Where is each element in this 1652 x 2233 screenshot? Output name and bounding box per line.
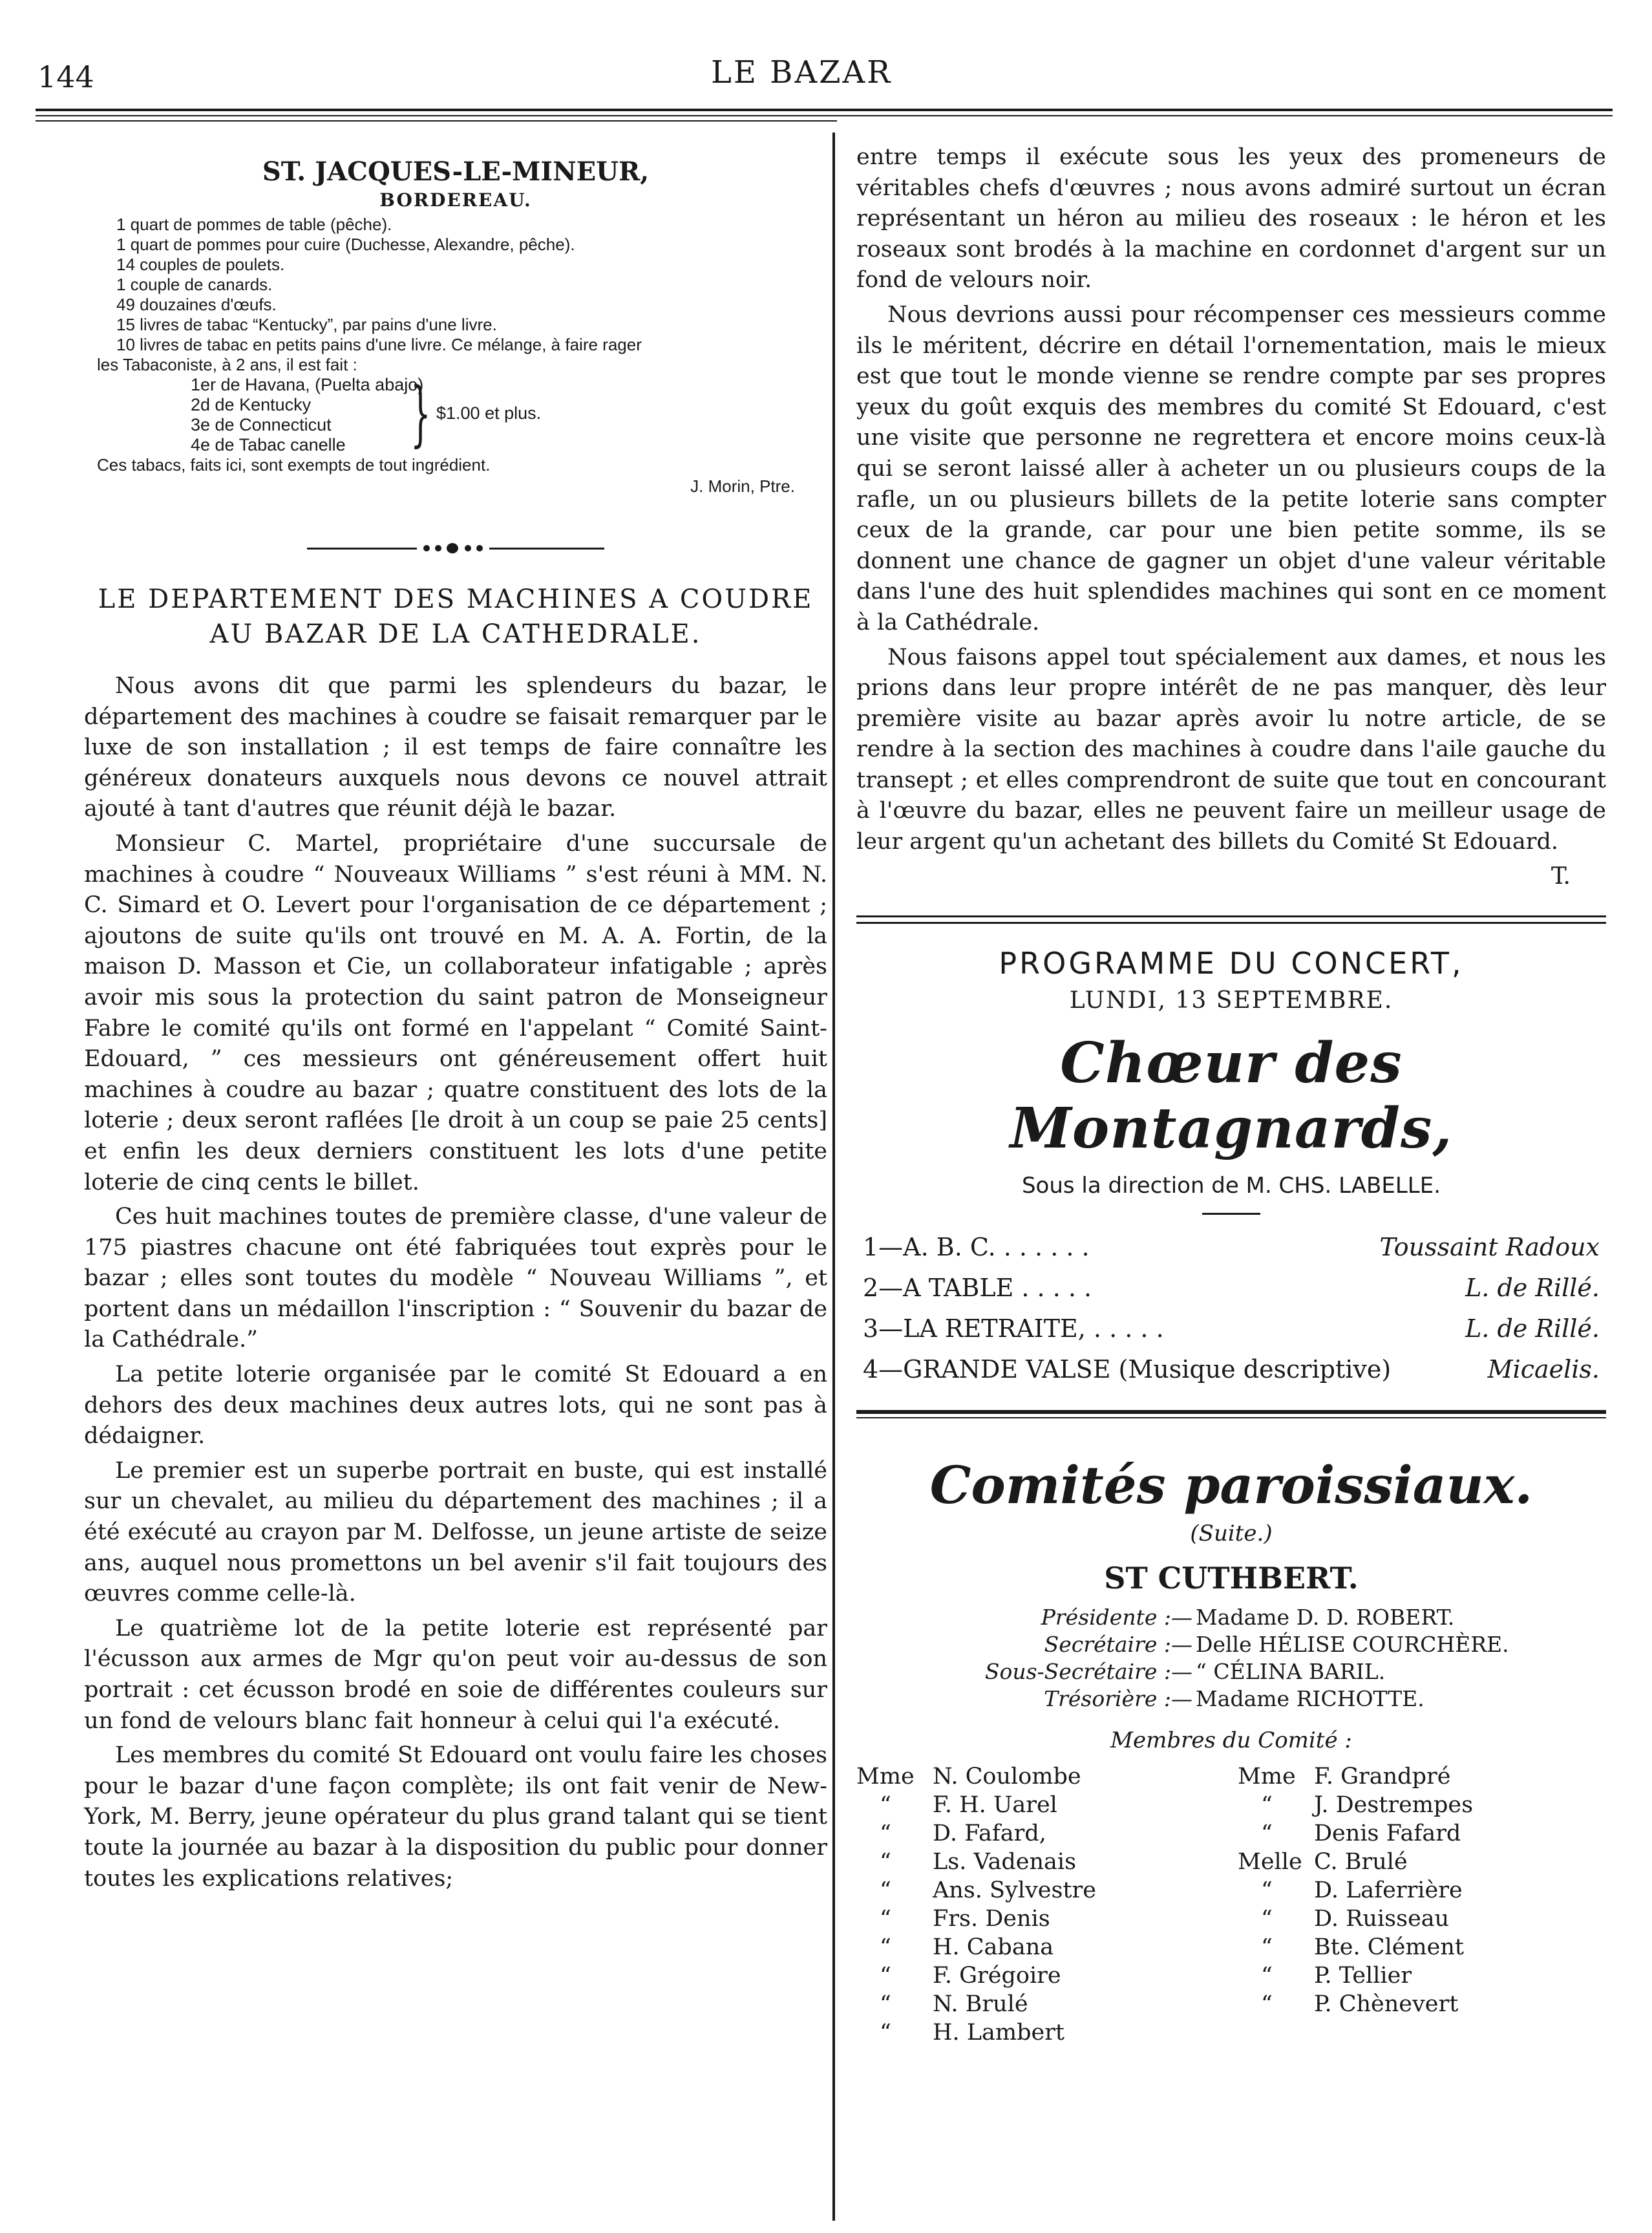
dept-heading-line2: AU BAZAR DE LA CATHEDRALE. — [209, 619, 702, 649]
members-right-column — [1238, 1762, 1473, 2018]
member-row — [856, 1961, 1096, 1990]
officer-name: Delle HÉLISE COURCHÈRE. — [1196, 1631, 1509, 1657]
member-name: D. Laferrière — [1314, 1877, 1463, 1903]
members-columns — [856, 1762, 1606, 2060]
officer-role: Trésorière :— — [1044, 1685, 1192, 1711]
choir-direction: Sous la direction de M. CHS. LABELLE. — [1021, 1172, 1441, 1199]
member-name: Bte. Clément — [1314, 1934, 1464, 1960]
member-row — [1238, 1819, 1473, 1848]
list-item: 1 couple de canards. — [116, 275, 273, 294]
member-prefix: “ — [880, 1848, 891, 1875]
article-paragraph: Les membres du comité St Edouard ont voulu faire les choses pour le bazar d'une façon complète; ils ont fait venir de New-York, M. Berry, jeune opérateur du plus grand talant qui se tient toute la journée au bazar à la disposition du public pour donner toutes les explications relatives; — [84, 1742, 827, 1892]
member-row — [1238, 1876, 1473, 1905]
ornament-divider — [307, 535, 604, 561]
member-prefix: “ — [1261, 1991, 1273, 2017]
member-name: C. Brulé — [1314, 1848, 1408, 1875]
article-paragraph: Nous avons dit que parmi les splendeurs du bazar, le département des machines à coudre se faisait remarquer par le luxe de son installation ; il est temps de faire connaître les généreux donateurs auxquels nous devons ce nouvel attrait ajouté à tant d'autres que réunit déjà le bazar. — [84, 673, 827, 822]
member-row — [856, 1876, 1096, 1905]
program-item-composer: Micaelis. — [1487, 1354, 1600, 1384]
member-prefix: Melle — [1238, 1848, 1302, 1875]
program-item — [856, 1355, 1606, 1396]
program-item-title: 2—A TABLE . . . . . — [863, 1273, 1092, 1302]
program-item-composer: L. de Rillé. — [1465, 1314, 1600, 1343]
member-name: Frs. Denis — [933, 1905, 1050, 1932]
bordereau-list — [97, 215, 827, 375]
tobacco-item: 4e de Tabac canelle — [191, 435, 346, 454]
member-prefix: Mme — [1238, 1763, 1296, 1790]
dept-heading — [84, 582, 827, 652]
member-prefix: “ — [1261, 1962, 1273, 1989]
officer-row — [856, 1659, 1606, 1686]
article-paragraph: Le quatrième lot de la petite loterie est représenté par l'écusson aux armes de Mgr qu'on peut voir au-dessus de son portrait : cet écusson brodé en soie de différentes couleurs sur un fond de velours blanc fait honneur à celui qui l'a exécuté. — [84, 1615, 827, 1734]
tobacco-item: 1er de Havana, (Puelta abajo) — [191, 375, 424, 394]
article-paragraph: Nous devrions aussi pour récompenser ces messieurs comme ils le méritent, décrire en détail l'ornementation, mais le mieux est que tout le monde vienne se rendre compte par ses propres yeux du goût exquis des membres du comité St Edouard, c'est une visite que personne ne regrettera et encore moins ceux-là qui se seront laissé aller à acheter un ou plusieurs coups de la rafle, un ou plusieurs billets de la petite loterie sans compter ceux de la grande, car pour une bien petite somme, ils se donnent une chance de gagner un objet d'une valeur véritable dans l'une des huit splendides machines qui sont en ce moment à la Cathédrale. — [856, 301, 1606, 636]
member-name: Denis Fafard — [1314, 1820, 1461, 1846]
list-item: 1 quart de pommes pour cuire (Duchesse, Alexandre, pêche). — [116, 235, 575, 254]
program-item — [856, 1314, 1606, 1355]
member-row — [856, 1933, 1096, 1961]
program-item — [856, 1274, 1606, 1314]
members-title: Membres du Comité : — [1110, 1727, 1352, 1753]
st-jacques-subtitle: BORDEREAU. — [379, 189, 532, 211]
member-row — [856, 1819, 1096, 1848]
program-item — [856, 1233, 1606, 1274]
member-prefix: “ — [1261, 1905, 1273, 1932]
member-name: F. Grandpré — [1314, 1763, 1451, 1790]
member-row — [856, 1990, 1096, 2018]
officer-name: “ CÉLINA BARIL. — [1196, 1658, 1386, 1684]
member-name: N. Coulombe — [933, 1763, 1081, 1790]
concert-rule — [856, 915, 1606, 924]
members-left-column — [856, 1762, 1096, 2047]
header-rule-bottom — [36, 115, 1613, 116]
program-item-title: 4—GRANDE VALSE (Musique descriptive) — [863, 1354, 1392, 1384]
program-item-title: 3—LA RETRAITE, . . . . . — [863, 1314, 1164, 1343]
dept-heading-line1: LE DEPARTEMENT DES MACHINES A COUDRE — [98, 584, 814, 614]
officer-role: Secrétaire :— — [1044, 1631, 1192, 1657]
officer-row — [856, 1632, 1606, 1659]
member-row — [856, 1848, 1096, 1876]
officer-row — [856, 1686, 1606, 1713]
member-prefix: “ — [880, 1991, 891, 2017]
list-item: 14 couples de poulets. — [116, 255, 285, 274]
member-row — [1238, 1990, 1473, 2018]
tobacco-list — [191, 372, 827, 455]
member-row — [1238, 1961, 1473, 1990]
member-row — [1238, 1762, 1473, 1791]
comites-title: Comités paroissiaux. — [929, 1454, 1533, 1515]
list-item: 49 douzaines d'œufs. — [116, 295, 277, 314]
article-paragraph: La petite loterie organisée par le comité St Edouard a en dehors des deux machines deux autres lots, qui ne sont pas à dédaigner. — [84, 1362, 827, 1449]
member-prefix: Mme — [856, 1763, 915, 1790]
officers-list — [856, 1605, 1606, 1713]
member-name: Ans. Sylvestre — [933, 1877, 1096, 1903]
member-name: J. Destrempes — [1314, 1791, 1474, 1818]
article-paragraph: Ces huit machines toutes de première classe, d'une valeur de 175 piastres chacune ont été fabriquées tout exprès pour le bazar ; elles sont toutes du modèle “ Nouveau Williams ”, et portent dans un médaillon l'inscription : “ Souvenir du bazar de la Cathédrale.” — [84, 1204, 827, 1353]
member-prefix: “ — [880, 1905, 891, 1932]
article-paragraph: Nous faisons appel tout spécialement aux dames, et nous les prions dans leur propre intérêt de ne pas manquer, dès leur première visite au bazar après avoir lu notre article, de se rendre à la section des machines à coudre dans l'aile gauche du transept ; et elles comprendront de suite que tout en concourant à l'œuvre du bazar, elles ne peuvent faire un meilleur usage de leur argent qu'un achetant des billets du Comité St Edouard. — [856, 644, 1606, 855]
officer-row — [856, 1605, 1606, 1632]
article-signature: T. — [1551, 862, 1571, 890]
st-jacques-title: ST. JACQUES-LE-MINEUR, — [262, 156, 650, 187]
comites-rule — [856, 1410, 1606, 1418]
member-prefix: “ — [1261, 1877, 1273, 1903]
member-row — [856, 2018, 1096, 2047]
member-name: Ls. Vadenais — [933, 1848, 1077, 1875]
list-item: 15 livres de tabac “Kentucky”, par pains d'une livre. — [116, 315, 497, 334]
article-paragraph: Monsieur C. Martel, propriétaire d'une succursale de machines à coudre “ Nouveaux Williams ” s'est réuni à MM. N. C. Simard et O. Levert pour l'organisation de ce département ; ajoutons de suite qu'ils ont trouvé en M. A. A. Fortin, de la maison D. Masson et Cie, un collaborateur infatigable ; après avoir mis sous la protection du saint patron de Monseigneur Fabre le comité qu'ils ont formé en l'appelant “ Comité Saint-Edouard, ” ces messieurs ont généreusement offert huit machines à coudre au bazar ; quatre constituent des lots de la loterie ; deux seront raflées [le droit à un coup se paie 25 cents] et enfin les deux derniers constituent les lots d'une petite loterie de cinq cents le billet. — [84, 830, 827, 1195]
list-item: les Tabaconiste, à 2 ans, il est fait : — [97, 355, 357, 374]
member-row — [856, 1762, 1096, 1791]
header-rule-extra — [36, 120, 837, 122]
member-prefix: “ — [1261, 1934, 1273, 1960]
page-number: 144 — [37, 59, 94, 94]
officer-name: Madame RICHOTTE. — [1196, 1685, 1424, 1711]
program-item-title: 1—A. B. C. . . . . . . — [863, 1232, 1090, 1261]
tobacco-item: 2d de Kentucky — [191, 395, 312, 414]
member-name: H. Cabana — [933, 1934, 1054, 1960]
member-row — [856, 1905, 1096, 1933]
newspaper-title: LE BAZAR — [711, 54, 893, 91]
article-paragraph: Le premier est un superbe portrait en buste, qui est installé sur un chevalet, au milieu du département des machines ; il a été exécuté au crayon par M. Delfosse, un jeune artiste de seize ans, auquel nous promettons un bel avenir s'il fait toujours des œuvres comme celle-là. — [84, 1457, 827, 1607]
member-name: N. Brulé — [933, 1991, 1028, 2017]
member-prefix: “ — [880, 1820, 891, 1846]
member-name: F. Grégoire — [933, 1962, 1061, 1989]
officer-role: Sous-Secrétaire :— — [984, 1658, 1192, 1684]
concert-date: LUNDI, 13 SEPTEMBRE. — [1069, 987, 1393, 1014]
member-row — [1238, 1933, 1473, 1961]
member-prefix: “ — [880, 2019, 891, 2046]
member-prefix: “ — [880, 1934, 891, 1960]
choir-name: Chœur des Montagnards, — [1010, 1030, 1453, 1161]
officer-name: Madame D. D. ROBERT. — [1196, 1604, 1455, 1630]
list-item: 10 livres de tabac en petits pains d'une livre. Ce mélange, à faire rager — [116, 335, 642, 354]
member-name: D. Ruisseau — [1314, 1905, 1450, 1932]
comites-suite: (Suite.) — [1190, 1520, 1273, 1546]
member-name: H. Lambert — [933, 2019, 1064, 2046]
member-prefix: “ — [880, 1962, 891, 1989]
header-rule-top — [36, 109, 1613, 111]
closing-line: Ces tabacs, faits ici, sont exempts de tout ingrédient. — [97, 455, 491, 475]
member-prefix: “ — [880, 1791, 891, 1818]
member-prefix: “ — [880, 1877, 891, 1903]
program-item-composer: L. de Rillé. — [1465, 1273, 1600, 1302]
list-item: 1 quart de pommes de table (pêche). — [116, 215, 392, 234]
member-prefix: “ — [1261, 1791, 1273, 1818]
member-row — [1238, 1905, 1473, 1933]
column-divider — [832, 133, 835, 2221]
tobacco-item: 3e de Connecticut — [191, 415, 332, 434]
concert-title: PROGRAMME DU CONCERT, — [999, 945, 1464, 981]
tobacco-price: $1.00 et plus. — [436, 403, 542, 423]
short-divider — [1202, 1213, 1260, 1215]
left-column — [84, 142, 827, 1898]
parish-name: ST CUTHBERT. — [1104, 1560, 1359, 1596]
member-name: P. Tellier — [1314, 1962, 1412, 1989]
member-row — [856, 1791, 1096, 1819]
program-item-composer: Toussaint Radoux — [1379, 1232, 1600, 1261]
member-name: F. H. Uarel — [933, 1791, 1057, 1818]
right-column — [856, 142, 1606, 2060]
member-prefix: “ — [1261, 1820, 1273, 1846]
member-row — [1238, 1848, 1473, 1876]
member-name: P. Chènevert — [1314, 1991, 1459, 2017]
brace-glyph: } — [410, 372, 431, 454]
article-paragraph: entre temps il exécute sous les yeux des promeneurs de véritables chefs d'œuvres ; nous avons admiré surtout un écran représentant un héron au milieu des roseaux : le héron et les roseaux sont brodés à la machine en cordonnet d'argent sur un fond de velours noir. — [856, 144, 1606, 294]
officer-role: Présidente :— — [1041, 1604, 1192, 1630]
member-name: D. Fafard, — [933, 1820, 1046, 1846]
signature: J. Morin, Ptre. — [690, 476, 795, 496]
member-row — [1238, 1791, 1473, 1819]
